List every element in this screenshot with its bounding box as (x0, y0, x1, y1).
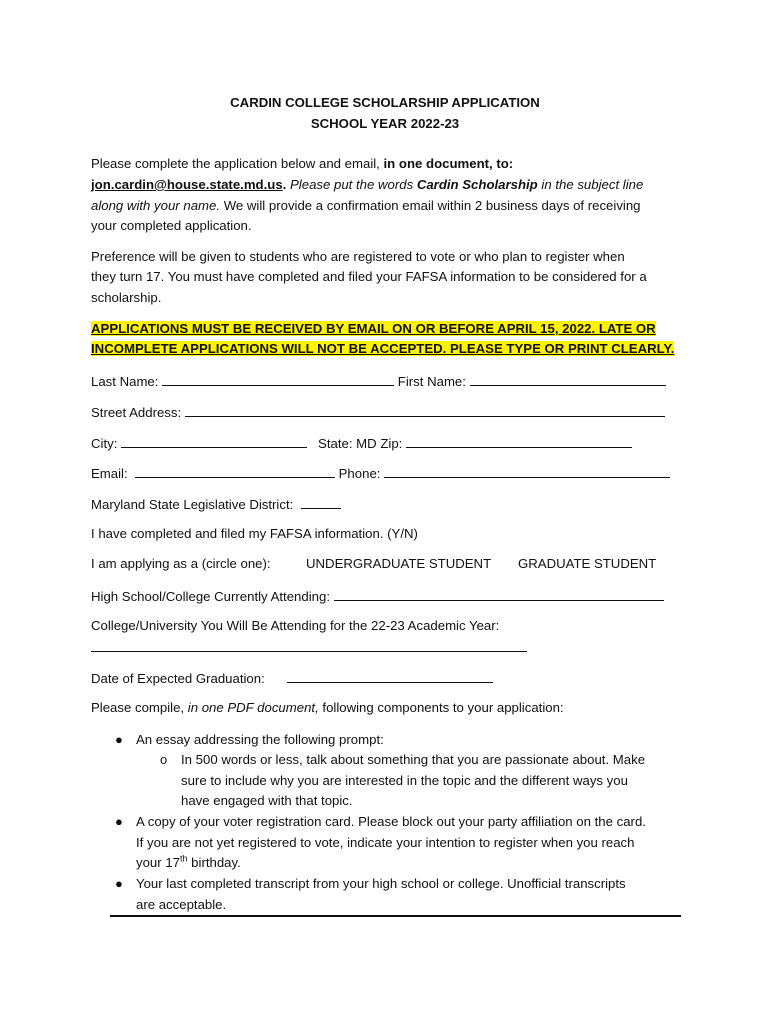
intro-bold-text: in one document, to: (383, 156, 514, 171)
intro-italic-c: along with your name. (91, 198, 221, 213)
compile-italic: in one PDF document, (187, 700, 319, 715)
deadline-notice-text-2: INCOMPLETE APPLICATIONS WILL NOT BE ACCEPTED. PLEASE TYPE OR PRINT CLEARLY. (91, 341, 675, 356)
intro-italic-a: Please put the words (286, 177, 417, 192)
city-field[interactable] (121, 434, 307, 448)
preference-line-2: they turn 17. You must have completed and filed your FAFSA information to be considered for a (91, 269, 647, 284)
city-label: City: (91, 436, 118, 451)
essay-prompt-line-3: have engaged with that topic. (181, 793, 353, 808)
district-row (91, 495, 341, 513)
email-link[interactable]: jon.cardin@house.state.md.us (91, 177, 283, 192)
street-row (91, 403, 665, 421)
deadline-notice-text-1: APPLICATIONS MUST BE RECEIVED BY EMAIL ON OR BEFORE APRIL 15, 2022. LATE OR (91, 321, 656, 336)
preference-line-3: scholarship. (91, 290, 162, 305)
last-name-field[interactable] (162, 372, 394, 386)
deadline-notice-line-2 (91, 341, 674, 357)
graduate-option[interactable]: GRADUATE STUDENT (518, 556, 657, 571)
ordinal-suffix: th (180, 853, 188, 864)
graduation-row (91, 669, 493, 687)
fafsa-question: I have completed and filed my FAFSA information. (Y/N) (91, 526, 418, 541)
district-field[interactable] (301, 495, 341, 509)
college-label: College/University You Will Be Attending for the 22-23 Academic Year: (91, 618, 500, 633)
district-label: Maryland State Legislative District: (91, 497, 294, 512)
preference-line-1: Preference will be given to students who are registered to vote or who plan to register when (91, 249, 625, 264)
birthday-text-a: your 17 (136, 855, 180, 870)
compile-prefix: Please compile, (91, 700, 188, 715)
last-name-label: Last Name: (91, 374, 159, 389)
phone-label: Phone: (338, 466, 381, 481)
intro-line-1 (91, 156, 513, 172)
first-name-label: First Name: (397, 374, 466, 389)
essay-prompt-line-2: sure to include why you are interested in the topic and the different ways you (181, 773, 628, 788)
essay-prompt-line-1: In 500 words or less, talk about something that you are passionate about. Make (181, 752, 646, 767)
compile-instructions (91, 700, 564, 716)
intro-line-2 (91, 177, 643, 193)
undergraduate-option[interactable]: UNDERGRADUATE STUDENT (306, 556, 492, 571)
list-item-voter-card-line-3 (136, 855, 241, 871)
list-item-voter-card-line-1: A copy of your voter registration card. Please block out your party affiliation on the card. (136, 814, 646, 829)
city-row (91, 434, 632, 452)
intro-line-4: your completed application. (91, 218, 252, 233)
intro-text: Please complete the application below and email, (91, 156, 384, 171)
bullet-icon: ● (115, 876, 123, 891)
compile-suffix: following components to your application: (318, 700, 564, 715)
applying-label: I am applying as a (circle one): (91, 556, 271, 571)
bullet-icon: ● (115, 732, 123, 747)
state-zip-label: State: MD Zip: (318, 436, 403, 451)
high-school-label: High School/College Currently Attending: (91, 589, 330, 604)
graduation-field[interactable] (287, 669, 493, 683)
email-field[interactable] (135, 464, 335, 478)
street-label: Street Address: (91, 405, 182, 420)
subject-keyword: Cardin Scholarship (416, 177, 538, 192)
street-field[interactable] (185, 403, 665, 417)
college-field[interactable] (91, 651, 527, 652)
form-title: CARDIN COLLEGE SCHOLARSHIP APPLICATION (230, 95, 540, 110)
last-name-row (91, 372, 666, 390)
first-name-field[interactable] (470, 372, 666, 386)
intro-line-3 (91, 198, 641, 214)
high-school-field[interactable] (334, 587, 664, 601)
list-item-transcript-line-1: Your last completed transcript from your high school or college. Unofficial transcripts (136, 876, 626, 891)
circle-bullet-icon: o (160, 752, 168, 767)
intro-period: . (282, 177, 287, 192)
intro-italic-b: in the subject line (537, 177, 644, 192)
list-item-essay: An essay addressing the following prompt: (136, 732, 384, 747)
intro-confirmation-text: We will provide a confirmation email within 2 business days of receiving (220, 198, 641, 213)
email-row (91, 464, 670, 482)
graduation-label: Date of Expected Graduation: (91, 671, 265, 686)
list-item-voter-card-line-2: If you are not yet registered to vote, indicate your intention to register when you reach (136, 835, 635, 850)
high-school-row (91, 587, 664, 605)
deadline-notice-line-1 (91, 321, 656, 337)
list-item-transcript-line-2: are acceptable. (136, 897, 227, 912)
birthday-text-b: birthday. (187, 855, 241, 870)
bullet-icon: ● (115, 814, 123, 829)
school-year: SCHOOL YEAR 2022-23 (310, 116, 460, 131)
zip-field[interactable] (406, 434, 632, 448)
bottom-divider (110, 915, 681, 917)
phone-field[interactable] (384, 464, 670, 478)
email-label: Email: (91, 466, 128, 481)
